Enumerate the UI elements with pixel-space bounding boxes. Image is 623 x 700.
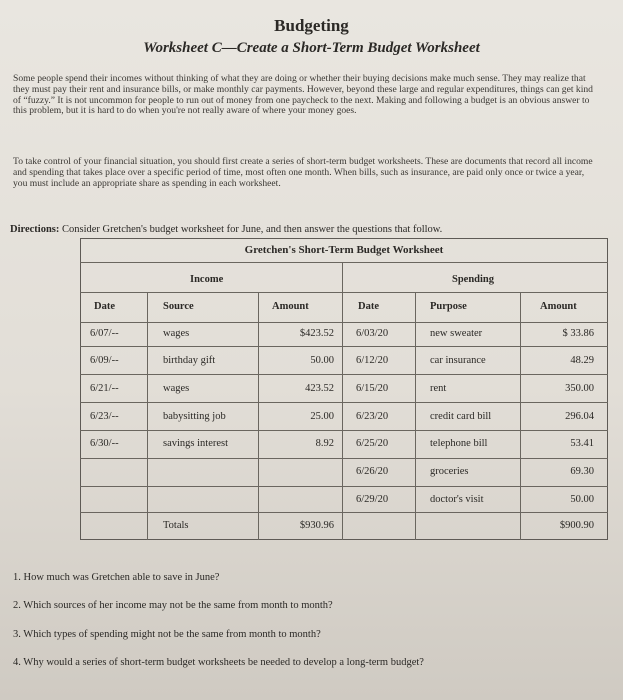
page-title: Budgeting bbox=[274, 16, 349, 35]
income-header: Income bbox=[190, 274, 224, 285]
spending-purpose: groceries bbox=[430, 466, 469, 477]
table-divider bbox=[147, 292, 148, 540]
spending-purpose: telephone bill bbox=[430, 438, 488, 449]
spending-purpose: credit card bill bbox=[430, 411, 492, 422]
table-divider bbox=[80, 512, 608, 513]
income-amount: 423.52 bbox=[305, 383, 334, 394]
income-amount: 25.00 bbox=[310, 411, 334, 422]
income-amount: 50.00 bbox=[310, 355, 334, 366]
spending-amount: $ 33.86 bbox=[562, 328, 594, 339]
spending-date: 6/12/20 bbox=[356, 355, 389, 366]
income-source: savings interest bbox=[163, 438, 229, 449]
table-divider bbox=[80, 458, 608, 459]
income-date: 6/07/-- bbox=[90, 328, 119, 339]
spending-purpose: car insurance bbox=[430, 355, 486, 366]
table-divider bbox=[342, 262, 343, 540]
intro-paragraph: Some people spend their incomes without thinking of what they are doing or whether their buying decisions make much sense. They may realize that they must pay their rent and insurance bills, or make monthly car payments. However, beyond these large and regular expenditures, things can get kind of “fuzzy.” It is not uncommon for people to run out of money from one paycheck to the next. Making and following a budget is an obvious answer to this problem, but it is hard to do when you're not really aware of where your money goes. bbox=[13, 73, 593, 117]
directions-text: Consider Gretchen's budget worksheet for June, and then answer the questions that follow. bbox=[62, 224, 443, 235]
column-header: Date bbox=[358, 301, 379, 312]
column-header: Date bbox=[94, 301, 115, 312]
table-divider bbox=[80, 486, 608, 487]
directions-label: Directions: bbox=[10, 224, 60, 235]
income-source: birthday gift bbox=[163, 355, 216, 366]
column-header: Source bbox=[163, 301, 194, 312]
spending-amount: 48.29 bbox=[570, 355, 594, 366]
income-total: $930.96 bbox=[299, 520, 334, 531]
question-4: 4. Why would a series of short-term budget worksheets be needed to develop a long-term budget? bbox=[13, 657, 424, 668]
table-divider bbox=[520, 292, 521, 540]
totals-label: Totals bbox=[163, 520, 189, 531]
spending-purpose: doctor's visit bbox=[430, 494, 484, 505]
spending-date: 6/25/20 bbox=[356, 438, 389, 449]
spending-date: 6/03/20 bbox=[356, 328, 389, 339]
question-3: 3. Which types of spending might not be the same from month to month? bbox=[13, 629, 321, 640]
page-subtitle: Worksheet C—Create a Short-Term Budget Worksheet bbox=[143, 40, 480, 56]
income-source: wages bbox=[163, 328, 190, 339]
spending-date: 6/23/20 bbox=[356, 411, 389, 422]
second-paragraph: To take control of your financial situation, you should first create a series of short-term budget worksheets. These are documents that record all income and spending that takes place over a specific period of time, most often one month. When bills, such as insurance, are paid only once or twice a year, you must include an appropriate share as spending in each worksheet. bbox=[13, 156, 593, 189]
income-date: 6/23/-- bbox=[90, 411, 119, 422]
spending-date: 6/26/20 bbox=[356, 466, 389, 477]
spending-amount: 53.41 bbox=[570, 438, 594, 449]
column-header: Purpose bbox=[430, 301, 467, 312]
spending-amount: 50.00 bbox=[570, 494, 594, 505]
income-source: wages bbox=[163, 383, 190, 394]
table-divider bbox=[80, 262, 608, 263]
income-amount: $423.52 bbox=[299, 328, 334, 339]
spending-date: 6/29/20 bbox=[356, 494, 389, 505]
table-divider bbox=[415, 292, 416, 540]
column-header: Amount bbox=[540, 301, 577, 312]
table-divider bbox=[80, 346, 608, 347]
table-divider bbox=[80, 430, 608, 431]
spending-total: $900.90 bbox=[559, 520, 594, 531]
spending-purpose: new sweater bbox=[430, 328, 483, 339]
table-divider bbox=[80, 402, 608, 403]
column-header: Amount bbox=[272, 301, 309, 312]
income-amount: 8.92 bbox=[315, 438, 334, 449]
table-divider bbox=[80, 292, 608, 293]
table-divider bbox=[258, 292, 259, 540]
spending-amount: 69.30 bbox=[570, 466, 594, 477]
spending-header: Spending bbox=[452, 274, 495, 285]
question-2: 2. Which sources of her income may not be the same from month to month? bbox=[13, 600, 333, 611]
spending-purpose: rent bbox=[430, 383, 447, 394]
spending-date: 6/15/20 bbox=[356, 383, 389, 394]
income-date: 6/21/-- bbox=[90, 383, 119, 394]
income-date: 6/30/-- bbox=[90, 438, 119, 449]
spending-amount: 350.00 bbox=[565, 383, 594, 394]
table-title: Gretchen's Short-Term Budget Worksheet bbox=[244, 244, 444, 256]
income-date: 6/09/-- bbox=[90, 355, 119, 366]
income-source: babysitting job bbox=[163, 411, 226, 422]
table-divider bbox=[80, 322, 608, 323]
table-divider bbox=[80, 374, 608, 375]
spending-amount: 296.04 bbox=[565, 411, 594, 422]
question-1: 1. How much was Gretchen able to save in June? bbox=[13, 572, 220, 583]
directions bbox=[10, 224, 610, 235]
